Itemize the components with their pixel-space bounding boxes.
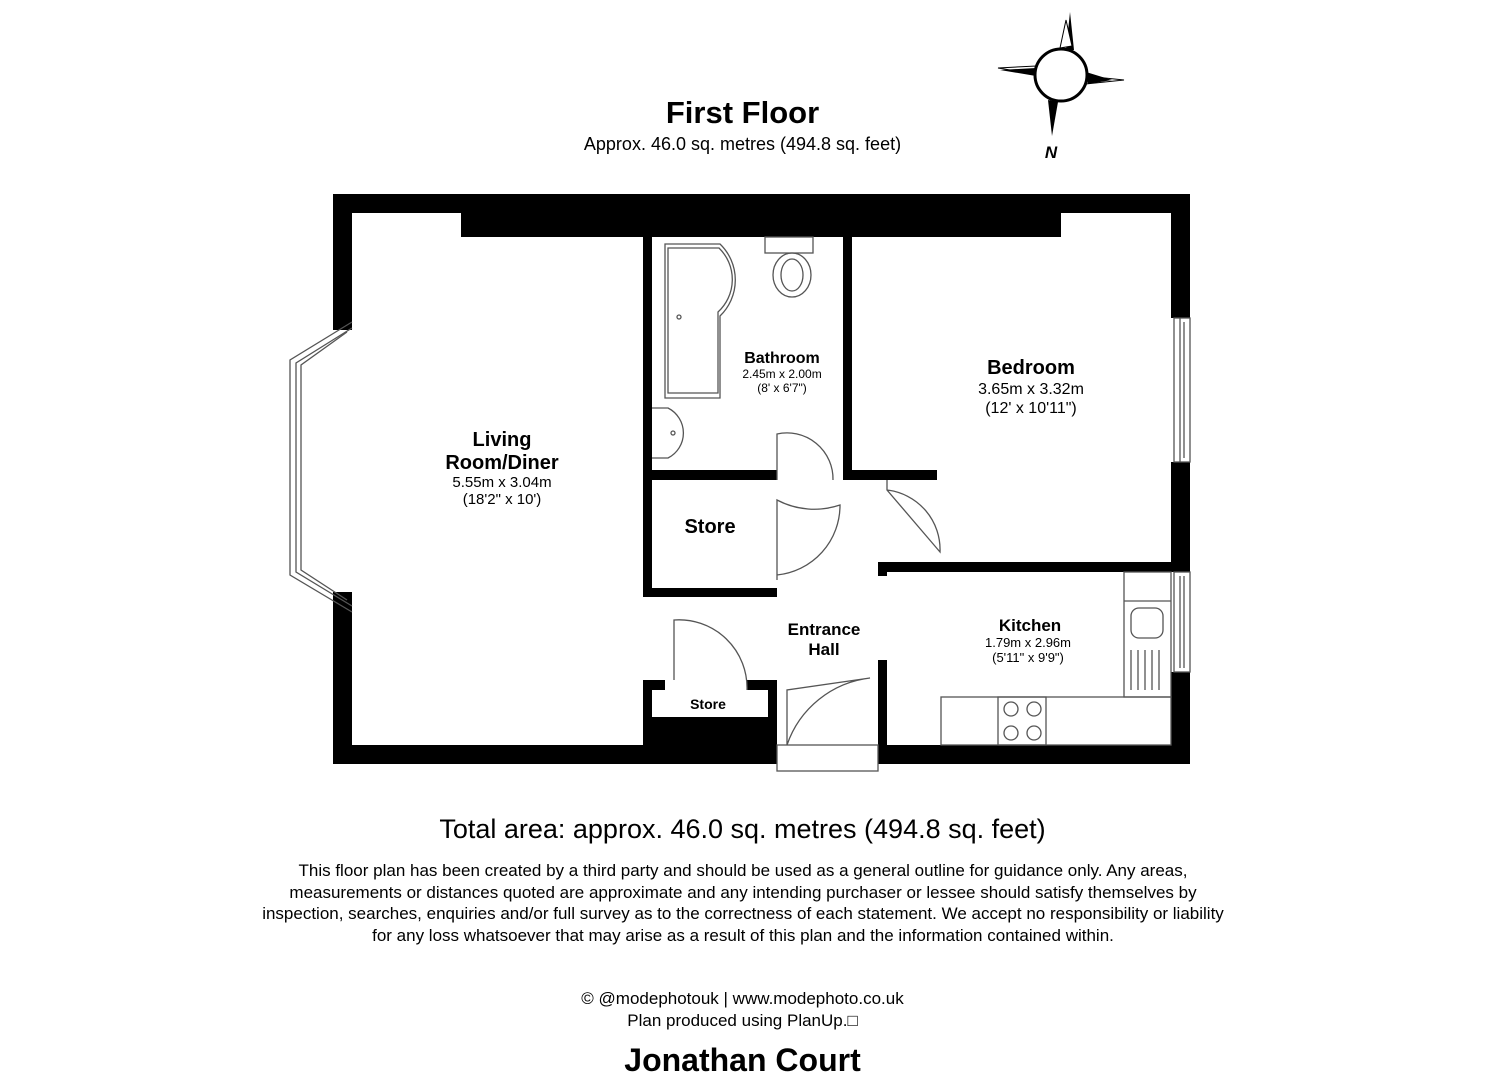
disclaimer: This floor plan has been created by a third party and should be used as a general outline for guidance only. Any areas, measurements or distances quoted are approximate and any intending purchaser or lessee should satisfy themselves by inspection, searches, enquiries and/or full survey as to the correctness of each statement. We accept no responsibility or liability for any loss whatsoever that may arise as a result of this plan and the information contained within. — [262, 861, 1224, 945]
room-kitchen — [985, 616, 1071, 665]
room-imperial: (5'11" x 9'9") — [992, 650, 1064, 665]
room-name: Bathroom — [744, 350, 820, 367]
room-entrance-hall — [788, 620, 861, 659]
room-name: Kitchen — [998, 616, 1062, 635]
credits — [0, 988, 1485, 1031]
credit-line: Plan produced using PlanUp.□ — [627, 1010, 858, 1030]
room-imperial: (8' x 6'7") — [757, 381, 807, 395]
floor-area-subtitle: Approx. 46.0 sq. metres (494.8 sq. feet) — [583, 134, 902, 154]
compass-north-label: N — [1044, 143, 1058, 162]
room-name: Entrance — [787, 620, 861, 639]
room-bathroom — [742, 350, 821, 395]
room-imperial: (18'2" x 10') — [462, 491, 542, 508]
room-metric: 5.55m x 3.04m — [452, 474, 552, 491]
total-area: Total area: approx. 46.0 sq. metres (494.8 sq. feet) — [439, 814, 1046, 844]
property-name: Jonathan Court — [624, 1042, 861, 1078]
room-name: Bedroom — [987, 357, 1075, 379]
room-name: Hall — [808, 640, 840, 659]
kitchen-window — [1174, 572, 1190, 672]
room-name: Room/Diner — [445, 452, 559, 474]
front-door-threshold — [777, 745, 878, 771]
room-metric: 3.65m x 3.32m — [978, 381, 1084, 398]
basin-icon — [652, 408, 683, 458]
floor-title: First Floor — [665, 95, 820, 130]
room-name: Living — [472, 429, 532, 451]
credit-line: © @modephotouk | www.modephoto.co.uk — [581, 989, 904, 1008]
room-metric: 1.79m x 2.96m — [985, 635, 1071, 650]
bay-window — [290, 322, 352, 612]
room-bedroom — [978, 357, 1084, 417]
bedroom-window — [1174, 318, 1190, 462]
toilet-icon — [765, 237, 813, 297]
room-imperial: (12' x 10'11") — [985, 400, 1077, 417]
room-store-large: Store — [684, 516, 736, 538]
room-metric: 2.45m x 2.00m — [742, 367, 822, 381]
bathtub-icon — [665, 244, 735, 398]
room-store-small: Store — [690, 696, 726, 712]
room-living — [445, 429, 559, 508]
